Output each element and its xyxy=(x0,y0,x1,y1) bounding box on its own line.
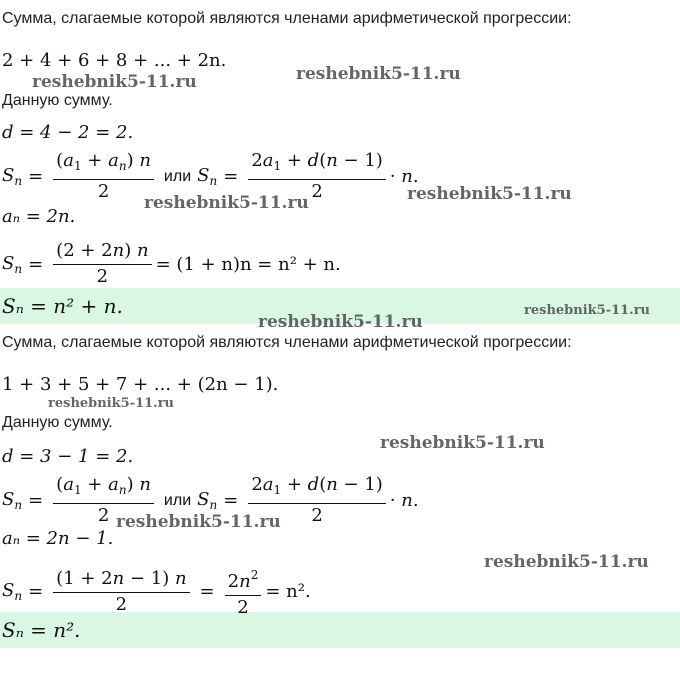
intro-text-2: Сумма, слагаемые которой являются членами арифметической прогрессии: xyxy=(2,334,572,351)
watermark: reshebnik5-11.ru xyxy=(380,433,545,453)
intro-text: Сумма, слагаемые которой являются членами арифметической прогрессии: xyxy=(2,10,572,27)
answer-1: Sₙ = n² + n. xyxy=(2,294,123,318)
formula-fraction-alt: $\frac{2a_1 + d(n - 1)}{2}$ xyxy=(248,150,386,203)
watermark: reshebnik5-11.ru xyxy=(48,396,175,411)
computation-fraction-2: $\frac{(1 + 2n - 1) n}{2}$ xyxy=(53,568,189,616)
computation-fraction: $\frac{(2 + 2n) n}{2}$ xyxy=(53,240,151,288)
watermark: reshebnik5-11.ru xyxy=(524,303,651,318)
common-difference: d = 4 − 2 = 2. xyxy=(2,122,134,143)
formula-fraction-2: $\frac{(a_1 + a_n) n}{2}$ xyxy=(53,474,154,527)
watermark: reshebnik5-11.ru xyxy=(484,552,649,572)
formula-fraction-alt-2: $\frac{2a_1 + d(n - 1)}{2}$ xyxy=(248,474,386,527)
watermark: reshebnik5-11.ru xyxy=(258,312,423,332)
given-label-2: Данную сумму. xyxy=(2,414,113,431)
watermark: reshebnik5-11.ru xyxy=(116,512,281,532)
answer-2: Sₙ = n². xyxy=(2,618,81,642)
sum-computation: $S_n$ = $\frac{(2 + 2n) n}{2}$ = (1 + n)n = n² + n. xyxy=(2,240,341,287)
sum-formula: $S_n$ = $\frac{(a_1 + a_n) n}{2}$ или $S_n$ = $\frac{2a_1 + d(n - 1)}{2}$ · n. xyxy=(2,150,419,202)
sum-expression: 2 + 4 + 6 + 8 + ... + 2n. xyxy=(2,50,227,71)
formula-fraction: $\frac{(a_1 + a_n) n}{2}$ xyxy=(53,150,154,203)
watermark: reshebnik5-11.ru xyxy=(144,193,309,213)
given-label: Данную сумму. xyxy=(2,92,113,109)
sum-formula-2: $S_n$ = $\frac{(a_1 + a_n) n}{2}$ или $S_n$ = $\frac{2a_1 + d(n - 1)}{2}$ · n. xyxy=(2,474,419,526)
common-difference-2: d = 3 − 1 = 2. xyxy=(2,446,134,467)
watermark: reshebnik5-11.ru xyxy=(296,64,461,84)
sum-computation-2: $S_n$ = $\frac{(1 + 2n - 1) n}{2}$ = $\frac{2n^2}{2}$ = n². xyxy=(2,564,311,619)
nth-term: aₙ = 2n. xyxy=(2,206,76,227)
watermark: reshebnik5-11.ru xyxy=(32,72,197,92)
sum-expression-2: 1 + 3 + 5 + 7 + ... + (2n − 1). xyxy=(2,374,279,395)
nth-term-2: aₙ = 2n − 1. xyxy=(2,528,114,549)
computation-fraction-3: $\frac{2n^2}{2}$ xyxy=(225,564,262,619)
watermark: reshebnik5-11.ru xyxy=(407,184,572,204)
